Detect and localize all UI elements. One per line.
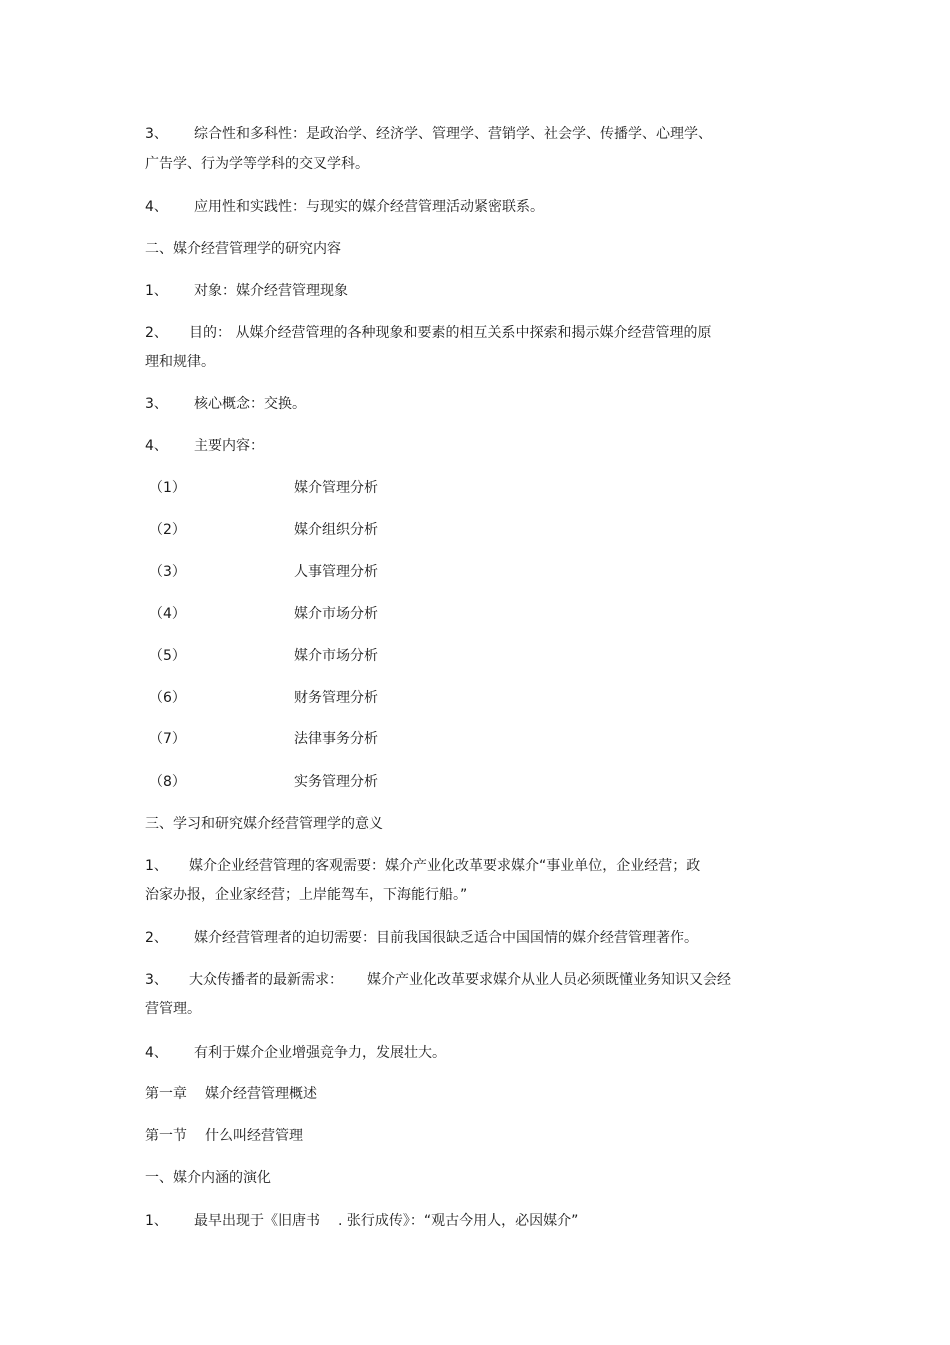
item-text: 对象：媒介经营管理现象 [194,283,348,299]
item-text: 媒介企业经营管理的客观需要：媒介产业化改革要求媒介“事业单位，企业经营；政 [189,858,701,874]
item-text: 治家办报，企业家经营；上岸能驾车，下海能行船。” [145,887,468,903]
item-text: 理和规律。 [145,354,215,370]
item-text: 最早出现于《旧唐书 [194,1213,320,1229]
section-heading [145,1126,303,1146]
item-text: 媒介市场分析 [294,606,378,622]
item-number: 3、 [145,126,168,142]
heading-text: 二、媒介经营管理学的研究内容 [145,241,341,257]
item-text: 广告学、行为学等学科的交叉学科。 [145,156,369,172]
item-text: 法律事务分析 [294,731,378,747]
item-number: 1、 [145,858,168,874]
item-number: 1、 [145,1213,168,1229]
section-number: 第一节 [145,1128,187,1144]
item-number: 2、 [145,930,168,946]
paragraph-line [145,999,201,1019]
paragraph-line [145,856,700,876]
item-number: 4、 [145,199,168,215]
item-number: （7） [149,731,186,747]
heading-text: 一、媒介内涵的演化 [145,1170,271,1186]
paragraph-line [145,436,264,456]
list-item [145,688,378,708]
item-text: 媒介市场分析 [294,648,378,664]
paragraph-line [145,281,348,301]
item-number: 4、 [145,438,168,454]
item-number: 3、 [145,972,168,988]
item-text: 媒介组织分析 [294,522,378,538]
item-number: 1、 [145,283,168,299]
item-text: 媒介管理分析 [294,480,378,496]
item-number: （8） [149,774,186,790]
item-text: 目的： 从媒介经营管理的各种现象和要素的相互关系中探索和揭示媒介经营管理的原 [189,325,712,341]
item-number: （6） [149,690,186,706]
section-heading [145,1168,271,1188]
item-text: 综合性和多科性：是政治学、经济学、管理学、营销学、社会学、传播学、心理学、 [194,126,712,142]
item-text: 主要内容： [194,438,264,454]
item-text-continued: 媒介产业化改革要求媒介从业人员必须既懂业务知识又会经 [367,972,731,988]
list-item [145,772,378,792]
paragraph-line [145,154,369,174]
paragraph-line [145,124,712,144]
paragraph-line [145,1043,446,1063]
chapter-number: 第一章 [145,1086,187,1102]
item-text: 核心概念：交换。 [194,396,306,412]
item-number: 4、 [145,1045,168,1061]
item-number: （3） [149,564,186,580]
item-text: 财务管理分析 [294,690,378,706]
paragraph-line [145,970,731,990]
item-text: 媒介经营管理者的迫切需要：目前我国很缺乏适合中国国情的媒介经营管理著作。 [194,930,698,946]
item-text: 大众传播者的最新需求： [189,972,343,988]
paragraph-line [145,352,215,372]
item-number: 2、 [145,325,168,341]
list-item [145,604,378,624]
paragraph-line [145,394,306,414]
heading-text: 三、学习和研究媒介经营管理学的意义 [145,816,383,832]
item-number: （4） [149,606,186,622]
section-title: 什么叫经营管理 [205,1128,303,1144]
paragraph-line [145,928,698,948]
item-number: （1） [149,480,186,496]
chapter-heading [145,1084,317,1104]
item-text: 有利于媒介企业增强竞争力，发展壮大。 [194,1045,446,1061]
paragraph-line [145,323,711,343]
list-item [145,729,378,749]
list-item [145,562,378,582]
item-text-continued: . 张行成传》：“观古今用人，必因媒介” [338,1213,579,1229]
item-number: （5） [149,648,186,664]
list-item [145,646,378,666]
item-text: 应用性和实践性：与现实的媒介经营管理活动紧密联系。 [194,199,544,215]
section-heading [145,814,383,834]
section-heading [145,239,341,259]
paragraph-line [145,885,467,905]
item-text: 营管理。 [145,1001,201,1017]
item-text: 人事管理分析 [294,564,378,580]
paragraph-line [145,1211,578,1231]
list-item [145,520,378,540]
list-item [145,478,378,498]
item-number: 3、 [145,396,168,412]
item-number: （2） [149,522,186,538]
item-text: 实务管理分析 [294,774,378,790]
chapter-title: 媒介经营管理概述 [205,1086,317,1102]
paragraph-line [145,197,544,217]
